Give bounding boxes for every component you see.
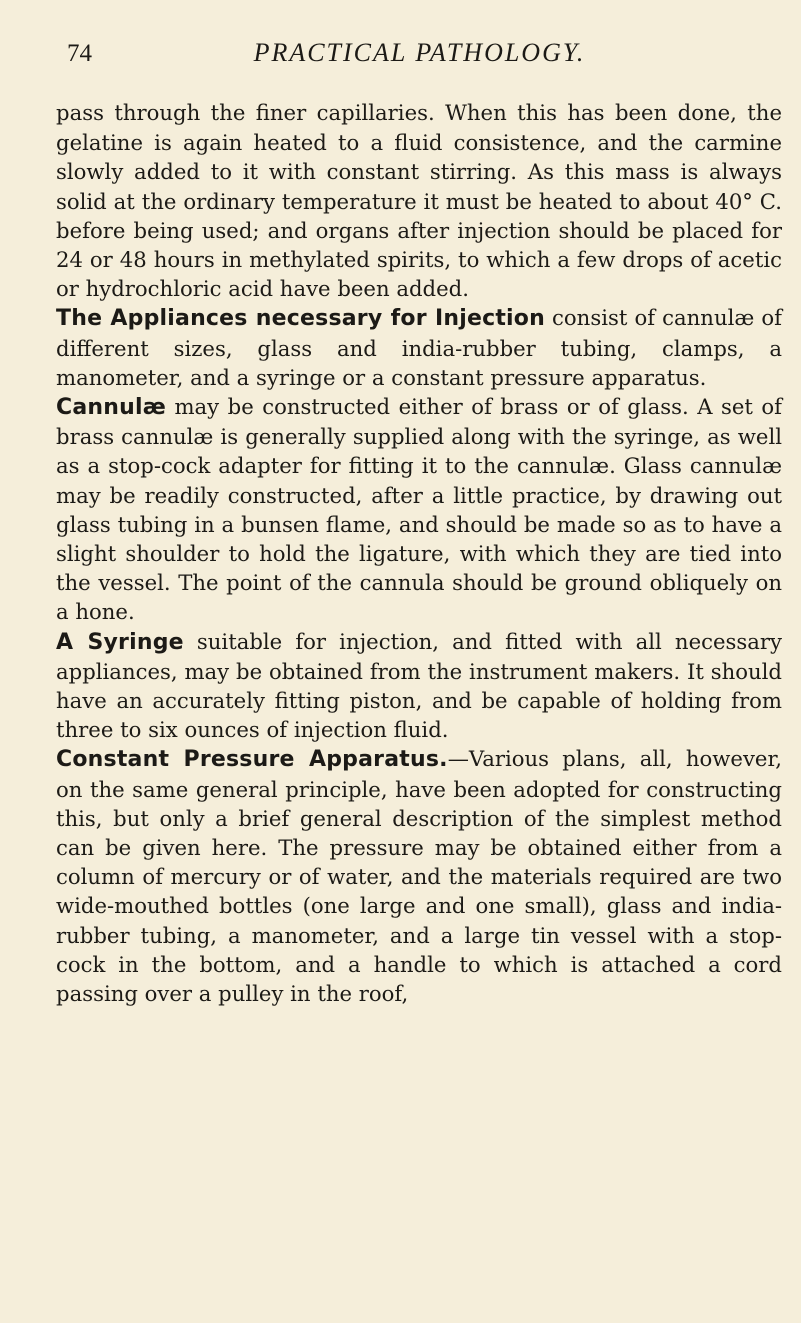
- paragraph-appliances: [56, 303, 782, 392]
- paragraph-text: consist of cannulæ of different sizes, glass and india-rubber tubing, clamps, a manometer, and a syringe or a constant pressure apparatus.: [56, 305, 782, 390]
- paragraph-heading-cannulae: Cannulæ: [56, 395, 166, 421]
- paragraph-heading-appliances: The Appliances necessary for Injection: [56, 306, 545, 332]
- page-header: [67, 36, 772, 76]
- body-text: [56, 98, 782, 1008]
- paragraph-gelatine-injection: [56, 98, 782, 303]
- paragraph-text: pass through the finer capillaries. When this has been done, the gelatine is again heated to a fluid consistence, and the carmine slowly added to it with constant stirring. As this mass is always solid at the ordinary temperature it must be heated to about 40° C. before being used; and organs after injection should be placed for 24 or 48 hours in methylated spirits, to which a few drops of acetic or hydrochloric acid have been added.: [56, 100, 782, 302]
- paragraph-text: suitable for injection, and fitted with all necessary appliances, may be obtained from the instrument makers. It should have an accurately fitting piston, and be capable of holding from three to six ounces of injection fluid.: [56, 628, 782, 743]
- paragraph-cannulae: [56, 392, 782, 627]
- paragraph-heading-syringe: A Syringe: [56, 629, 184, 655]
- running-head: PRACTICAL PATHOLOGY.: [253, 38, 586, 67]
- paragraph-text: may be constructed either of brass or of glass. A set of brass cannulæ is generally supplied along with the syringe, as well as a stop-cock adapter for fitting it to the cannulæ. Glass cannulæ may be readily constructed, after a little practice, by drawing out glass tubing in a bunsen flame, and should be made so as to have a slight shoulder to hold the ligature, with which they are tied into the vessel. The point of the cannula should be ground obliquely on a hone.: [56, 394, 782, 625]
- page-number: 74: [67, 40, 92, 67]
- paragraph-constant-pressure: [56, 744, 782, 1008]
- paragraph-text: —Various plans, all, however, on the same general principle, have been adopted for constructing this, but only a brief general description of the simplest method can be given here. The pressure may be obtained either from a column of mercury or of water, and the materials required are two wide-mouthed bottles (one large and one small), glass and india-rubber tubing, a manometer, and a large tin vessel with a stop-cock in the bottom, and a handle to which is attached a cord passing over a pulley in the roof,: [56, 746, 782, 1007]
- paragraph-heading-constant-pressure: Constant Pressure Apparatus.: [56, 747, 448, 773]
- paragraph-syringe: [56, 627, 782, 745]
